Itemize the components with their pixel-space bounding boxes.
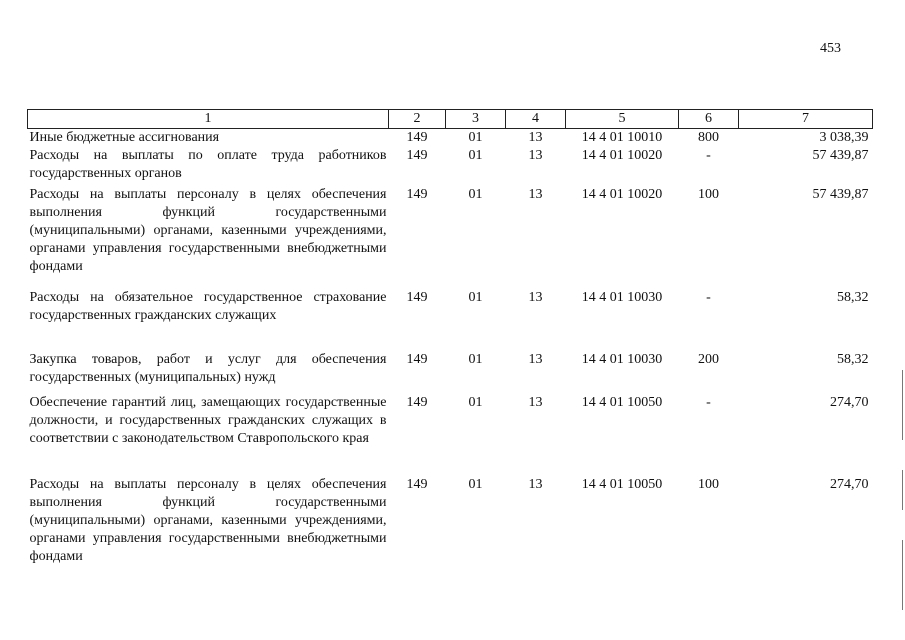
amount: 3 038,39 (819, 130, 869, 145)
table-row (28, 129, 873, 148)
amount: 57 439,87 (812, 148, 869, 163)
table-row (28, 289, 873, 351)
section-code: 01 (468, 477, 483, 492)
expense-type-code: - (706, 290, 711, 305)
header-cell: 2 (389, 110, 446, 129)
amount: 58,32 (837, 290, 869, 305)
table-header-row (28, 110, 873, 129)
table-row (28, 351, 873, 394)
target-article-code: 14 4 01 10020 (581, 148, 663, 163)
amount: 57 439,87 (812, 187, 869, 202)
row-description: Расходы на обязательное государственное страхование государственных гражданских служащих (29, 290, 387, 323)
row-description: Иные бюджетные ассигнования (29, 130, 220, 145)
target-article-code: 14 4 01 10050 (581, 395, 663, 410)
table-row (28, 147, 873, 186)
subsection-code: 13 (528, 395, 543, 410)
subsection-code: 13 (528, 477, 543, 492)
section-code: 01 (468, 395, 483, 410)
subsection-code: 13 (528, 352, 543, 367)
subsection-code: 13 (528, 187, 543, 202)
row-description: Расходы на выплаты по оплате труда работников государственных органов (29, 148, 387, 181)
expense-type-code: 200 (698, 352, 719, 367)
section-code: 01 (468, 290, 483, 305)
expense-type-code: 100 (698, 477, 719, 492)
row-description: Расходы на выплаты персоналу в целях обеспечения выполнения функций государственными (муниципальными) органами, казенными учреждениями, органами управления государственными внебюджетными фондами (29, 477, 387, 564)
amount: 274,70 (830, 477, 869, 492)
header-cell: 3 (446, 110, 506, 129)
scan-margin-line (902, 540, 903, 610)
target-article-code: 14 4 01 10050 (581, 477, 663, 492)
target-article-code: 14 4 01 10030 (581, 352, 663, 367)
row-description: Расходы на выплаты персоналу в целях обеспечения выполнения функций государственными (муниципальными) органами, казенными учреждениями, органами управления государственными внебюджетными фондами (29, 187, 387, 274)
target-article-code: 14 4 01 10020 (581, 187, 663, 202)
amount: 58,32 (837, 352, 869, 367)
expense-type-code: - (706, 148, 711, 163)
target-article-code: 14 4 01 10030 (581, 290, 663, 305)
ministry-code: 149 (406, 148, 428, 163)
expense-type-code: 800 (698, 130, 719, 145)
expense-type-code: - (706, 395, 711, 410)
budget-table (27, 109, 873, 568)
scan-margin-line (902, 370, 903, 440)
ministry-code: 149 (406, 187, 428, 202)
ministry-code: 149 (406, 395, 428, 410)
ministry-code: 149 (406, 477, 428, 492)
ministry-code: 149 (406, 352, 428, 367)
subsection-code: 13 (528, 148, 543, 163)
table-row (28, 186, 873, 289)
subsection-code: 13 (528, 290, 543, 305)
header-cell: 7 (739, 110, 873, 129)
table-row (28, 476, 873, 568)
ministry-code: 149 (406, 290, 428, 305)
amount: 274,70 (830, 395, 869, 410)
page-number: 453 (820, 41, 841, 56)
scan-margin-line (902, 470, 903, 510)
section-code: 01 (468, 148, 483, 163)
header-cell: 5 (566, 110, 679, 129)
ministry-code: 149 (406, 130, 428, 145)
section-code: 01 (468, 130, 483, 145)
section-code: 01 (468, 187, 483, 202)
table-row (28, 394, 873, 476)
header-cell: 6 (679, 110, 739, 129)
header-cell: 4 (506, 110, 566, 129)
subsection-code: 13 (528, 130, 543, 145)
row-description: Обеспечение гарантий лиц, замещающих государственные должности, и государственных гражданских служащих в соответствии с законодательством Ставропольского края (29, 395, 387, 446)
header-cell: 1 (28, 110, 389, 129)
row-description: Закупка товаров, работ и услуг для обеспечения государственных (муниципальных) нужд (29, 352, 387, 385)
expense-type-code: 100 (698, 187, 719, 202)
section-code: 01 (468, 352, 483, 367)
target-article-code: 14 4 01 10010 (581, 130, 663, 145)
